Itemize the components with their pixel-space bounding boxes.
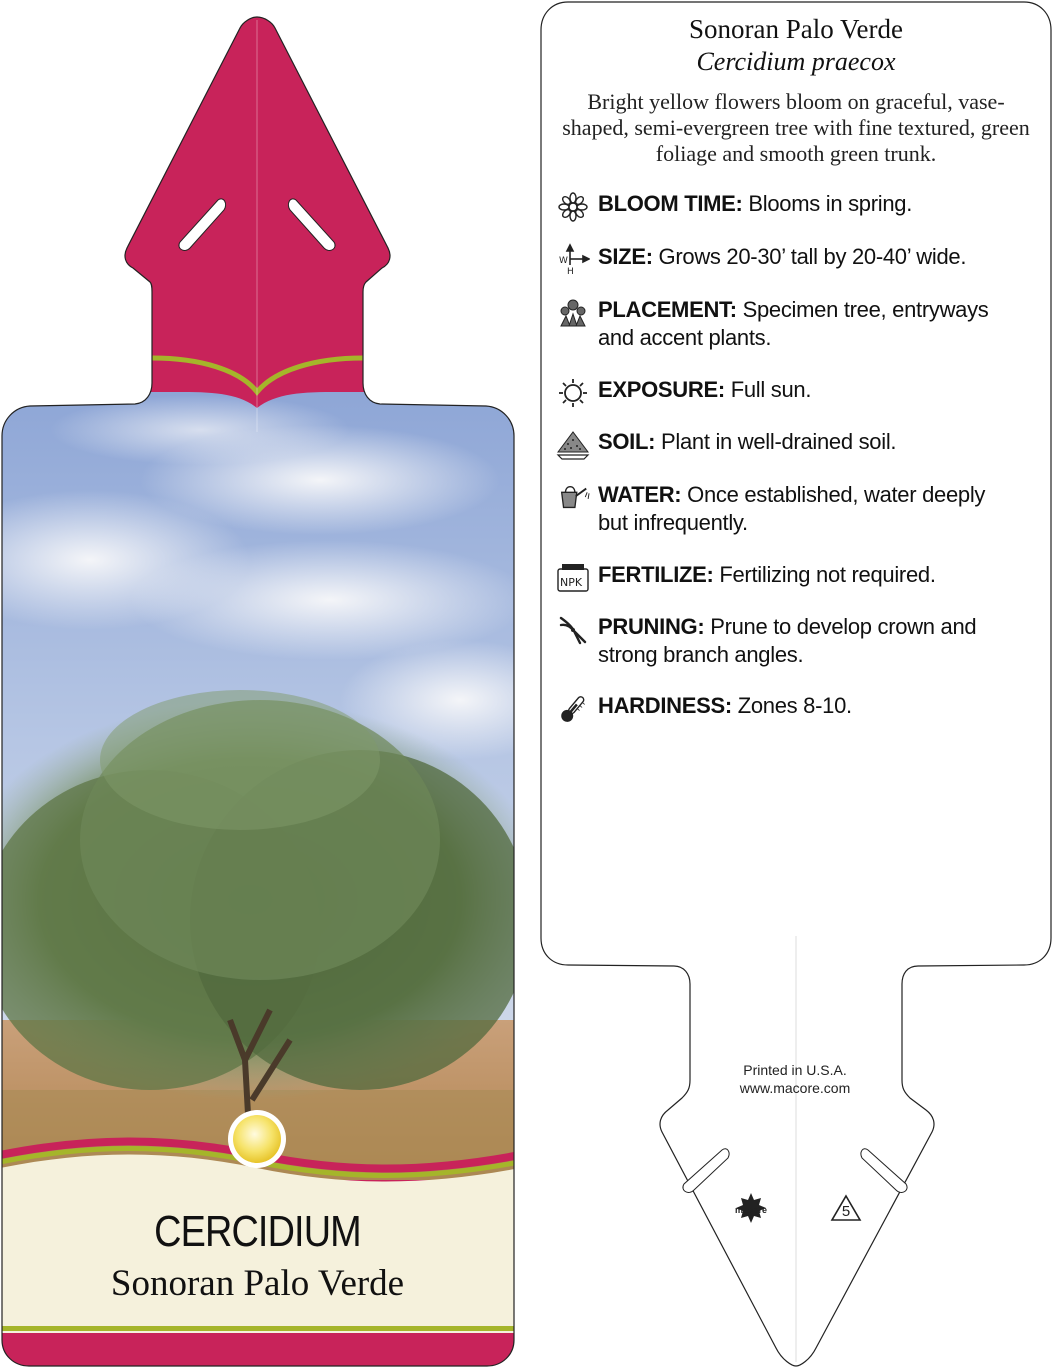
- size-label: SIZE:: [598, 244, 653, 269]
- sun-emblem-icon: [228, 1110, 286, 1168]
- svg-text:H: H: [567, 267, 574, 277]
- care-row-bloom: [556, 190, 1036, 224]
- care-row-hardiness: [556, 692, 1036, 726]
- care-row-pruning: [556, 613, 1036, 669]
- care-row-exposure: [556, 376, 1036, 410]
- soil-text: Plant in well-drained soil.: [660, 429, 897, 454]
- flower-icon: [556, 190, 590, 224]
- pruning-label: PRUNING:: [598, 614, 705, 639]
- placement-icon: [556, 296, 590, 330]
- npk-icon: [556, 561, 590, 595]
- pruners-icon: [556, 613, 590, 647]
- soil-label: SOIL:: [598, 429, 656, 454]
- water-text: Once established, water deeply: [687, 482, 986, 507]
- back-latin-name: Cercidium praecox: [696, 47, 896, 76]
- exposure-text: Full sun.: [730, 377, 812, 402]
- care-row-water: [556, 481, 1036, 537]
- macore-logo-text: macore: [734, 1205, 768, 1215]
- placement-text: Specimen tree, entryways: [742, 297, 989, 322]
- fertilize-label: FERTILIZE:: [598, 562, 714, 587]
- thermometer-icon: [556, 692, 590, 726]
- plant-common-name: Sonoran Palo Verde: [110, 1263, 405, 1304]
- recycle-number: 5: [841, 1203, 851, 1220]
- hardiness-label: HARDINESS:: [598, 693, 732, 718]
- svg-text:W: W: [559, 256, 568, 266]
- size-text: Grows 20-30’ tall by 20-40’ wide.: [658, 244, 967, 269]
- printed-info: [700, 1061, 890, 1097]
- back-title: Sonoran Palo Verde: [689, 14, 903, 44]
- care-row-placement: [556, 296, 1036, 352]
- plant-genus: CERCIDIUM: [154, 1207, 361, 1256]
- placement-label: PLACEMENT:: [598, 297, 737, 322]
- water-text-cont: but infrequently.: [598, 510, 748, 535]
- bloom-text: Blooms in spring.: [748, 191, 913, 216]
- printed-in: Printed in U.S.A.: [743, 1062, 847, 1078]
- care-row-soil: [556, 428, 1036, 462]
- pruning-text-cont: strong branch angles.: [598, 642, 804, 667]
- size-icon: [556, 243, 590, 277]
- bloom-label: BLOOM TIME:: [598, 191, 743, 216]
- plant-description: Bright yellow flowers bloom on graceful, vase-shaped, semi-evergreen tree with fine textured, green foliage and smooth green trunk.: [562, 89, 1030, 166]
- fertilize-text: Fertilizing not required.: [719, 562, 936, 587]
- care-row-size: [556, 243, 1036, 277]
- hardiness-text: Zones 8-10.: [737, 693, 852, 718]
- placement-text-cont: and accent plants.: [598, 325, 772, 350]
- care-row-fertilize: [556, 561, 1036, 595]
- watering-can-icon: [556, 481, 590, 515]
- soil-icon: [556, 428, 590, 462]
- sun-icon: [556, 376, 590, 410]
- website-text: www.macore.com: [739, 1080, 851, 1096]
- water-label: WATER:: [598, 482, 682, 507]
- exposure-label: EXPOSURE:: [598, 377, 725, 402]
- svg-text:NPK: NPK: [560, 576, 583, 589]
- pruning-text: Prune to develop crown and: [710, 614, 977, 639]
